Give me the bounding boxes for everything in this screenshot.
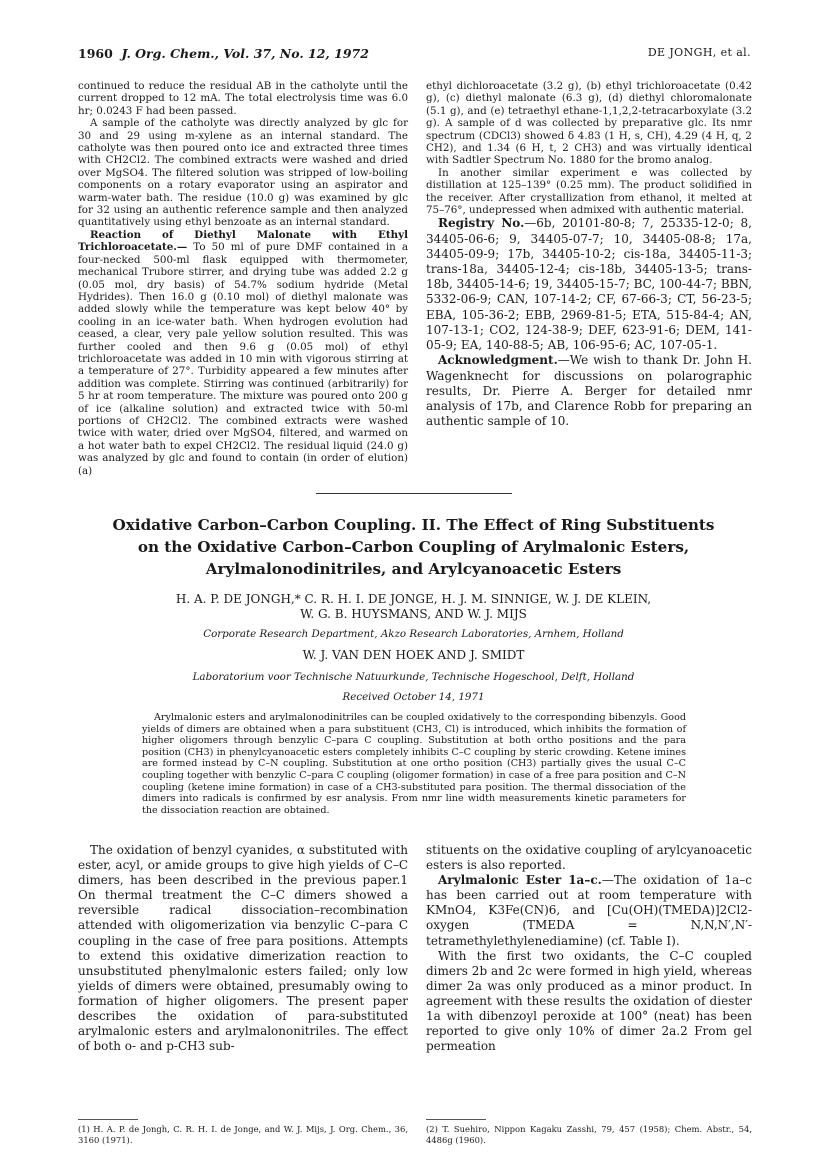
body-right-column bbox=[426, 843, 752, 1054]
acknowledgment-heading: Acknowledgment. bbox=[438, 353, 558, 368]
affiliation-2: Laboratorium voor Technische Natuurkunde, Technische Hogeschool, Delft, Holland bbox=[192, 671, 635, 683]
authors-line: H. A. P. DE JONGH,* C. R. H. I. DE JONGE, H. J. M. SINNIGE, W. J. DE KLEIN, bbox=[175, 592, 652, 606]
paragraph: ethyl dichloroacetate (3.2 g), (b) ethyl trichloroacetate (0.42 g), (c) diethyl malonate (6.3 g), (d) diethyl chloromalonate (5.1 g), and (e) tetraethyl ethane-1,1,2,2-tetracarboxylate (3.2 g). A sample of d was collected by preparative glc. Its nmr spectrum (CDCl3) showed δ 4.83 (1 H, s, CH), 4.29 (4 H, q, 2 CH2), and 1.34 (6 H, t, 2 CH3) and was virtually identical with Sadtler Spectrum No. 1880 for the bromo analog. bbox=[426, 80, 752, 167]
affiliation: Corporate Research Department, Akzo Research Laboratories, Arnhem, Holland bbox=[203, 628, 624, 640]
section-heading: Reaction of Diethyl Malonate with Ethyl Trichloroacetate.— bbox=[78, 228, 408, 254]
footnote-rule bbox=[78, 1119, 138, 1120]
abstract: Arylmalonic esters and arylmalonodinitriles can be coupled oxidatively to the corresponding bibenzyls. Good yields of dimers are obtained when a para substituent (CH3, Cl) is introduced, which inhibits the formation of higher oligomers through benzylic C–para C coupling. Substitution at both ortho positions and the para position (CH3) in phenylcyanoacetic esters completely inhibits C–C coupling by steric crowding. Ketene imines are formed instead by C–N coupling. Substitution at one ortho position (CH3) partially gives the usual C–C coupling together with benzylic C–para C coupling (oligomer formation) in case of a free para position and C–N coupling (ketene imine formation) in case of a CH3-substituted para position. The thermal dissociation of the dimers into radicals is confirmed by esr analysis. From nmr line width measurements kinetic parameters for the dissociation reaction are obtained. bbox=[142, 712, 686, 816]
paragraph: The oxidation of benzyl cyanides, α substituted with ester, acyl, or amide groups to give high yields of C–C dimers, has been described in the previous paper.1 On thermal treatment the C–C dimers showed a reversible radical dissociation–recombination attended with oligomerization via benzylic C–para C coupling in the case of free para positions. Attempts to extend this oxidative dimerization reaction to unsubstituted phenylmalonic esters failed; only low yields of dimers were obtained, presumably owing to formation of higher oligomers. The present paper describes the oxidation of para-substituted arylmalonic esters and arylmalononitriles. The effect of both o- and p-CH3 sub- bbox=[78, 843, 408, 1054]
footnote-1: (1) H. A. P. de Jongh, C. R. H. I. de Jonge, and W. J. Mijs, J. Org. Chem., 36, 3160 (1971). bbox=[78, 1124, 408, 1145]
paragraph: With the first two oxidants, the C–C coupled dimers 2b and 2c were formed in high yield, whereas dimer 2a was only produced as a minor product. In agreement with these results the oxidation of diester 1a with dibenzoyl peroxide at 100° (neat) has been reported to give only 10% of dimer 2a.2 From gel permeation bbox=[426, 948, 752, 1054]
paragraph: stituents on the oxidative coupling of arylcyanoacetic esters is also reported. bbox=[426, 843, 752, 873]
article-divider bbox=[316, 493, 512, 494]
previous-article-left-column bbox=[78, 80, 408, 477]
title-line: Arylmalonodinitriles, and Arylcyanoacetic Esters bbox=[205, 560, 622, 578]
section-heading: Arylmalonic Ester 1a–c. bbox=[438, 873, 602, 888]
article-title bbox=[90, 514, 737, 580]
running-author: DE JONGH, et al. bbox=[647, 46, 751, 59]
acknowledgment-paragraph bbox=[426, 353, 752, 429]
paragraph-text: —The oxidation of 1a–c has been carried out at room temperature with KMnO4, K3Fe(CN)6, and [Cu(OH)(TMEDA)]2Cl2-oxygen (TMEDA = N,N,N′,N′-tetramethylethylenediamine) (cf. Table I). bbox=[426, 873, 753, 948]
paragraph: A sample of the catholyte was directly analyzed by glc for 30 and 29 using m-xylene as an internal standard. The catholyte was then poured onto ice and extracted three times with CH2Cl2. The combined extracts were washed and dried over MgSO4. The filtered solution was stripped of low-boiling components on a rotary evaporator using an aspirator and warm-water bath. The residue (10.0 g) was examined by glc for 32 using an authentic reference sample and then analyzed quantitatively using ethyl benzoate as an internal standard. bbox=[78, 117, 408, 229]
paragraph-text: To 50 ml of pure DMF contained in a four-necked 500-ml flask equipped with thermometer, mechanical Trubore stirrer, and drying tube was added 2.2 g (0.05 mol, dry basis) of 54.7% sodium hydride (Metal Hydrides). Then 16.0 g (0.10 mol) of diethyl malonate was added slowly while the temperature was kept below 40° by cooling in an ice-water bath. When hydrogen evolution had ceased, a clear, very pale yellow solution resulted. This was further cooled and then 9.6 g (0.05 mol) of ethyl trichloroacetate was added in 10 min with vigorous stirring at a temperature of 27°. Turbidity appeared a few minutes after addition was complete. Stirring was continued (arbitrarily) for 5 hr at room temperature. The mixture was poured onto 200 g of ice (alkaline solution) and extracted twice with 50-ml portions of CH2Cl2. The combined extracts were washed twice with water, dried over MgSO4, filtered, and warmed on a hot water bath to expel CH2Cl2. The residual liquid (24.0 g) was analyzed by glc and found to contain (in order of elution) (a) bbox=[78, 241, 408, 477]
registry-text: —6b, 20101-80-8; 7, 25335-12-0; 8, 34405-06-6; 9, 34405-07-7; 10, 34405-08-8; 17a, 34405-09-9; 17b, 34405-10-2; cis-18a, 34405-11-3; trans-18a, 34405-12-4; cis-18b, 34405-13-5; trans-18b, 34405-14-6; 19, 34405-15-7; BC, 100-44-7; BBN, 5332-06-9; CAN, 107-14-2; CF, 67-66-3; CT, 56-23-5; EBA, 105-36-2; EBB, 2969-81-5; ETA, 515-84-4; AN, 107-13-1; CO2, 124-38-9; DEF, 623-91-6; DEM, 141-05-9; EA, 140-88-5; AB, 106-95-6; AC, 107-05-1. bbox=[426, 216, 752, 353]
author-list-2: W. J. VAN DEN HOEK AND J. SMIDT bbox=[302, 648, 525, 662]
previous-article-right-column bbox=[426, 80, 752, 429]
section-paragraph bbox=[426, 873, 752, 948]
author-list bbox=[80, 592, 747, 622]
running-head bbox=[78, 46, 751, 66]
page-number-journal: 1960 J. Org. Chem., Vol. 37, No. 12, 1972 bbox=[78, 46, 369, 61]
trichloro-paragraph bbox=[78, 229, 408, 477]
title-line: Oxidative Carbon–Carbon Coupling. II. The Effect of Ring Substituents bbox=[112, 516, 715, 534]
paragraph: In another similar experiment e was collected by distillation at 125–139° (0.25 mm). The product solidified in the receiver. After crystallization from ethanol, it melted at 75–76°, undepressed when admixed with authentic material. bbox=[426, 166, 752, 217]
registry-paragraph bbox=[426, 216, 752, 353]
acknowledgment-text: —We wish to thank Dr. John H. Wagenknecht for discussions on polarographic results, Dr. Pierre A. Berger for detailed nmr analysis of 17b, and Clarence Robb for preparing an authentic sample of 10. bbox=[426, 353, 752, 429]
authors-line: W. G. B. HUYSMANS, AND W. J. MIJS bbox=[300, 607, 527, 621]
paragraph: continued to reduce the residual AB in the catholyte until the current dropped to 12 mA. The total electrolysis time was 6.0 hr; 0.0243 F had been passed. bbox=[78, 80, 408, 117]
body-left-column bbox=[78, 843, 408, 1054]
received-date: Received October 14, 1971 bbox=[342, 691, 485, 703]
footnote-2: (2) T. Suehiro, Nippon Kagaku Zasshi, 79, 457 (1958); Chem. Abstr., 54, 4486g (1960). bbox=[426, 1124, 752, 1145]
footnote-rule bbox=[426, 1119, 486, 1120]
title-line: on the Oxidative Carbon–Carbon Coupling of Arylmalonic Esters, bbox=[137, 538, 690, 556]
registry-heading: Registry No. bbox=[438, 216, 525, 231]
